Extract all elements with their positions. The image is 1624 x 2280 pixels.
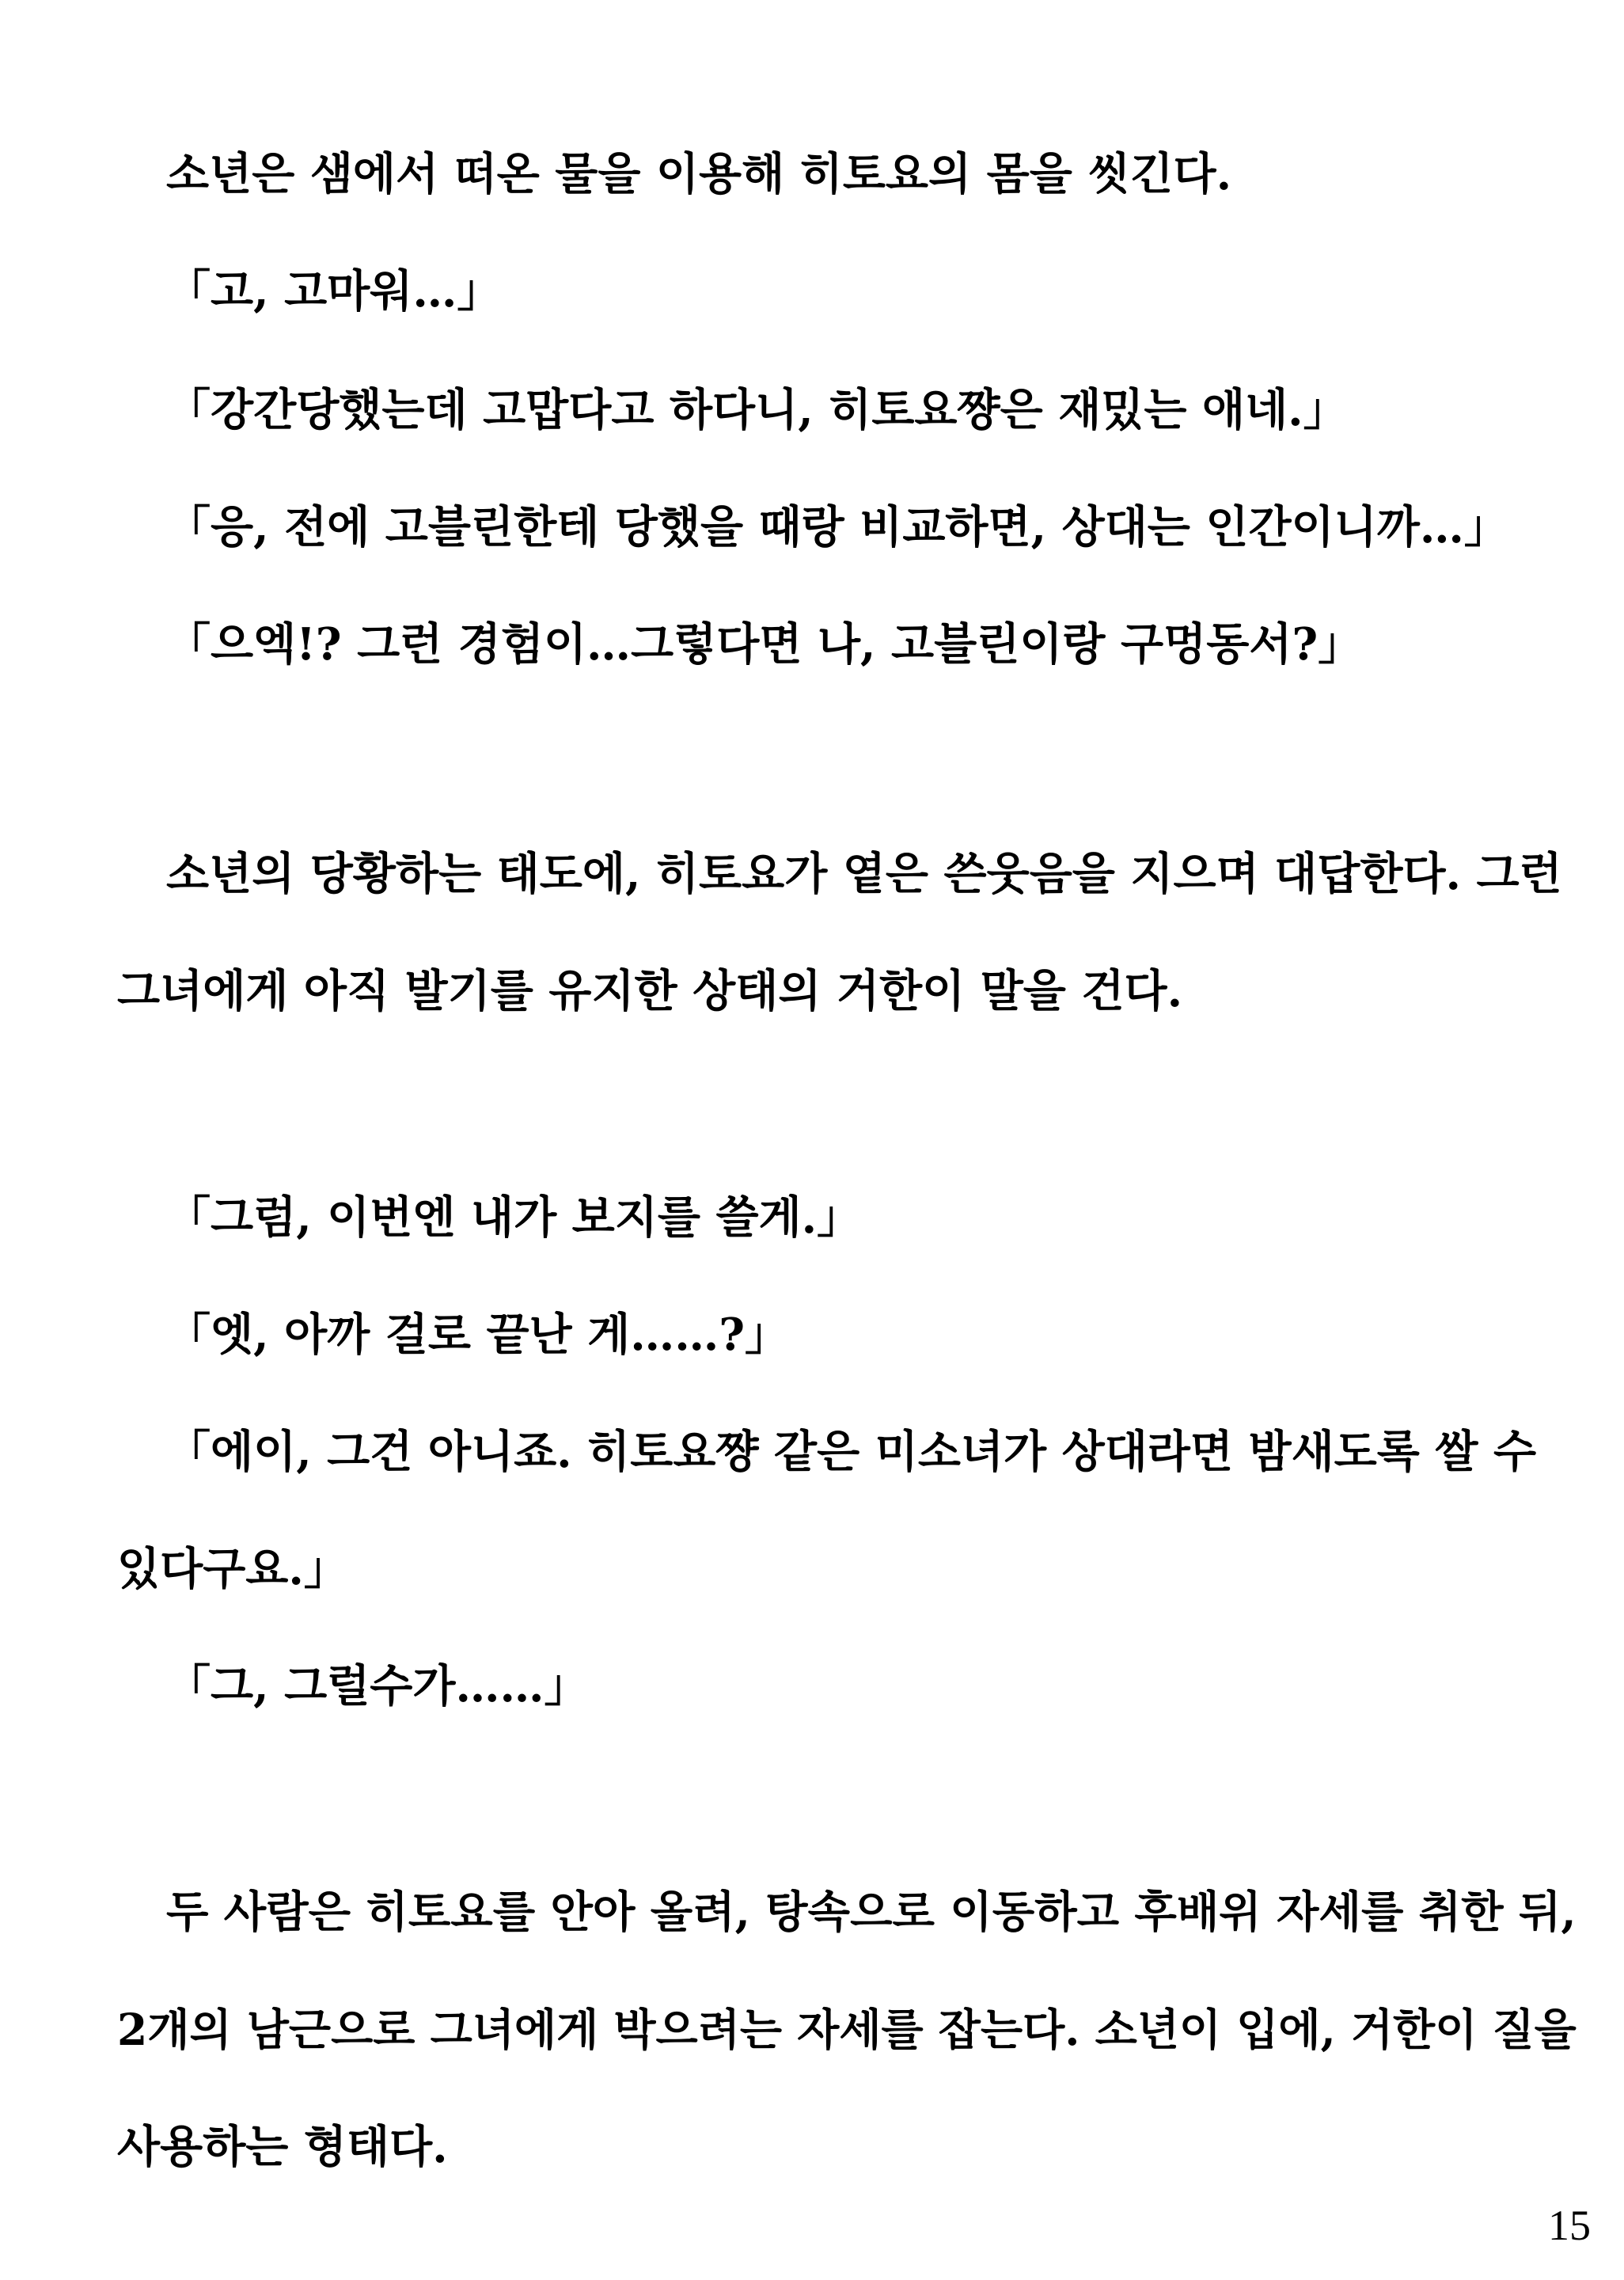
text-line-14: 2개의 남근으로 그녀에게 박으려는 자세를 잡는다. 소년이 입에, 거한이 질을 [117,2004,1577,2055]
text-line-12: 「그, 그럴수가……」 [166,1660,589,1712]
text-line-15: 사용하는 형태다. [117,2121,448,2173]
text-line-6: 소년의 당황하는 태도에, 히토요가 옅은 쓴웃음을 지으며 대답한다. 그런 [166,848,1562,900]
text-line-4: 「응, 전에 고블린한테 당했을 때랑 비교하면, 상대는 인간이니까…」 [166,501,1508,553]
page-number: 15 [1548,2202,1591,2249]
text-line-1: 소년은 샘에서 떠온 물을 이용해 히토요의 몸을 씻긴다. [166,148,1232,200]
text-line-8: 「그럼, 이번엔 내가 보지를 쓸게.」 [166,1191,862,1244]
text-line-5: 「으엑!? 그런 경험이…그렇다면 나, 고블린이랑 구멍동서?」 [166,618,1363,671]
text-line-7: 그녀에게 아직 발기를 유지한 상태의 거한이 말을 건다. [117,965,1183,1017]
text-line-9: 「엣, 아까 걸로 끝난 게……?」 [166,1309,790,1361]
text-line-10: 「에이, 그건 아니죠. 히토요쨩 같은 미소녀가 상대라면 밤새도록 쌀 수 [166,1426,1537,1478]
text-line-13: 두 사람은 히토요를 안아 올려, 탕속으로 이동하고 후배위 자세를 취한 뒤, [166,1887,1577,1938]
text-line-3: 「강간당했는데 고맙다고 하다니, 히토요쨩은 재밌는 애네.」 [166,384,1348,436]
text-line-2: 「고, 고마워…」 [166,265,502,317]
text-line-11: 있다구요.」 [117,1543,348,1595]
